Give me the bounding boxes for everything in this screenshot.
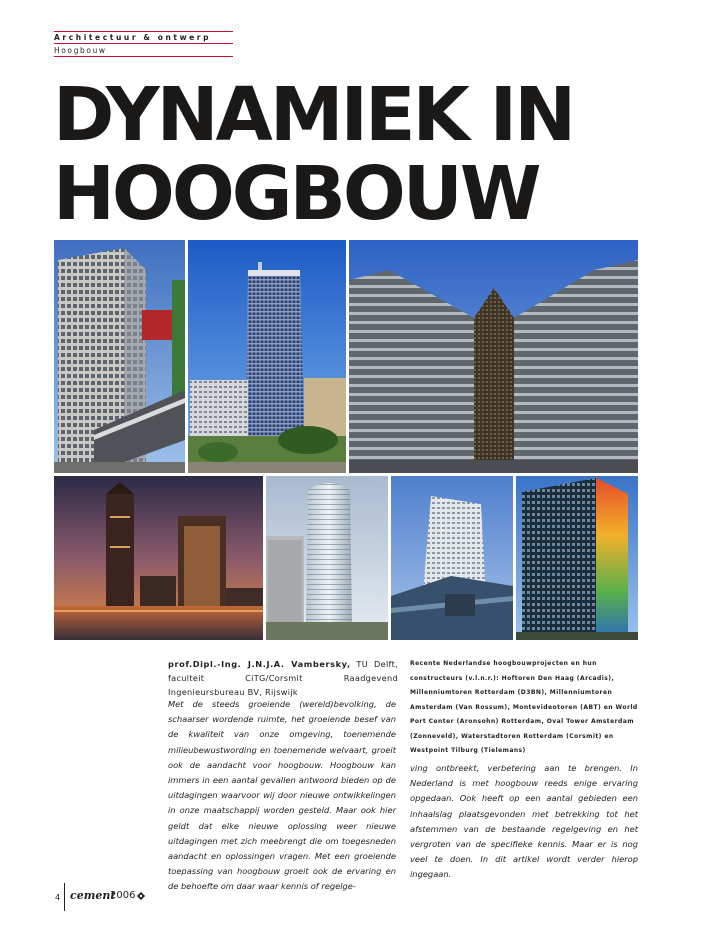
author-name: prof.Dipl.-Ing. J.N.J.A. Vambersky, [168,659,351,669]
photo-waterstadtoren [391,476,513,640]
section-label: Architectuur & ontwerp [54,33,212,42]
magazine-name: cement [70,889,116,902]
subsection-label: Hoogbouw [54,46,107,55]
photo-hoftoren [54,240,185,473]
article-title-line-2: HOOGBOUW [53,151,539,237]
page-number: 4 [55,893,61,902]
footer-divider [64,883,65,911]
body-text-column-2: ving ontbreekt, verbetering aan te brengen. In Nederland is met hoogbouw reeds enige ervaring opgedaan. Ook heeft op een aantal gebieden een inhaalslag plaatsgevonden met betrekking tot het afstemmen van de bestaande regelgeving en het vergroten van de specifieke kennis. Maar er is nog veel te doen. In dit artikel wordt verder hierop ingegaan. [410,763,638,880]
photo-caption: Recente Nederlandse hoogbouwprojecten en hun constructeurs (v.l.n.r.): Hoftoren Den Haag (Arcadis), Millenniumtoren Rotterdam (D3BN), Millenniumtoren Amsterdam (Van Rossum), Montevideotoren (ABT) en World Port Center (Aronsohn) Rotterdam, Oval Tower Amsterdam (Zonneveld), Waterstadtoren Rotterdam (Corsmit) en Westpoint Tilburg (Tielemans) [410,660,638,754]
photo-westpoint-tilburg [516,476,638,640]
body-text-column-1: Met de steeds groeiende (wereld)bevolking, de schaarser wordende ruimte, het groeiende besef van de kwaliteit van onze omgeving, toenemende milieubewustwording en toenemende welvaart, groeit ook de aandacht voor hoogbouw. Hoogbouw kan immers in een aantal gevallen antwoord bieden op de uitdagingen waarvoor wij door nieuwe ontwikkelingen in onze maatschappij worden gesteld. Maar ook hier geldt dat elke nieuwe oplossing weer nieuwe uitdagingen met zich meebrengt die om toegesneden aandacht en oplossingen vragen. Met een groeiende toepassing van hoogbouw groeit ook de ervaring en de behoefte om daar waar kennis of regelge- [168,699,396,892]
article-title-line-1: DYNAMIEK IN [53,72,574,158]
photo-millenniumtoren-amsterdam [349,240,638,473]
author-affiliation-company: CiTG/Corsmit Raadgevend Ingenieursbureau BV, Rijswijk [168,673,398,697]
photo-montevideo-world-port-center [54,476,263,640]
magazine-logo-icon [137,892,145,900]
author-affiliation: TU Delft, faculteit [168,659,398,683]
photo-millenniumtoren-rotterdam [188,240,346,473]
byline [168,657,398,699]
header-rule-middle [54,43,233,44]
magazine-year: 2006 [110,890,136,901]
photo-oval-tower [266,476,388,640]
header-rule-bottom [54,56,233,57]
header-rule-top [54,31,233,32]
